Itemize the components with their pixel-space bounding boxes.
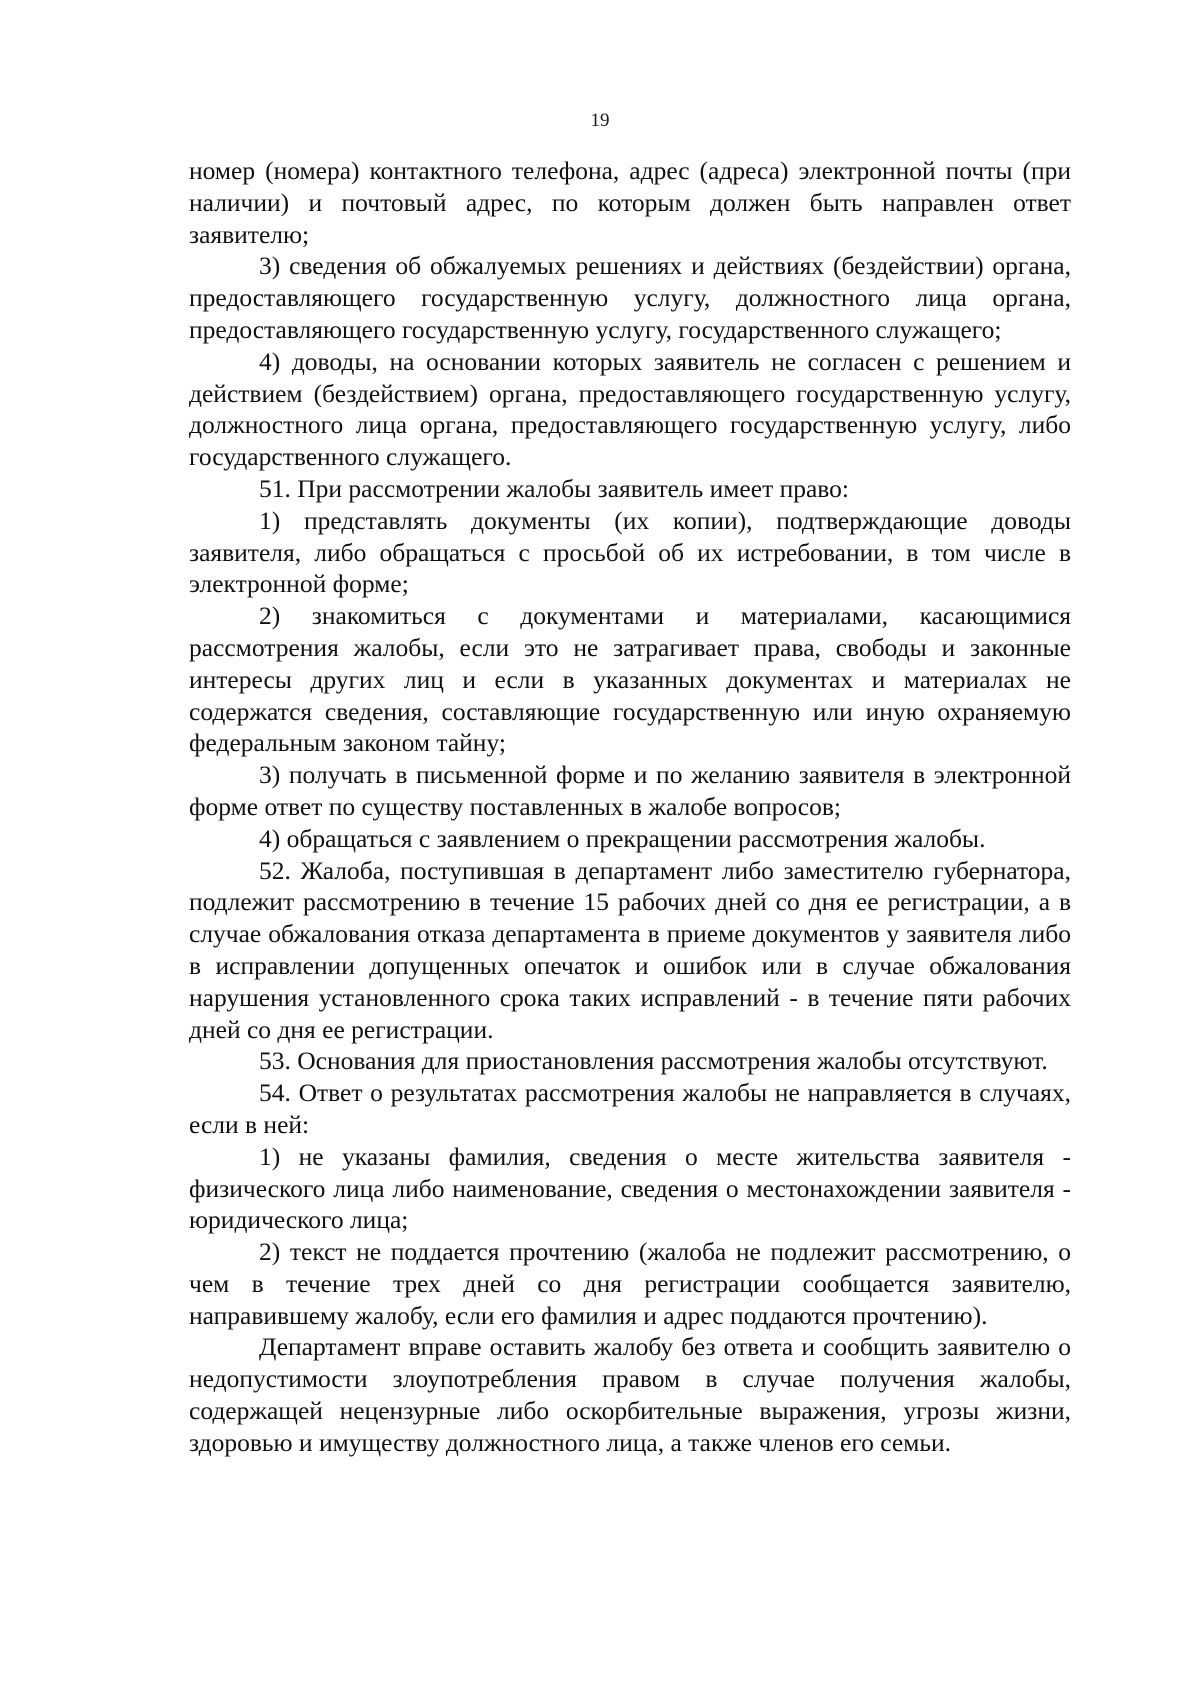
paragraph: 2) текст не поддается прочтению (жалоба не подлежит рассмотрению, о чем в течение трех дней со дня регистрации сообщается заявителю, направившему жалобу, если его фамилия и адрес поддаются прочтению). — [189, 1237, 1071, 1330]
paragraph: 1) представлять документы (их копии), подтверждающие доводы заявителя, либо обращаться с просьбой об их истребовании, в том числе в электронной форме; — [189, 505, 1071, 599]
paragraph: 4) доводы, на основании которых заявитель не согласен с решением и действием (бездействием) органа, предоставляющего государственную услугу, должностного лица органа, предоставляющего государственную услугу, либо государственного служащего. — [189, 346, 1071, 472]
paragraph: 54. Ответ о результатах рассмотрения жалобы не направляется в случаях, если в ней: — [189, 1078, 1071, 1139]
page-number: 19 — [590, 110, 610, 131]
paragraph: 51. При рассмотрении жалобы заявитель имеет право: — [259, 473, 849, 503]
paragraph: номер (номера) контактного телефона, адрес (адреса) электронной почты (при наличии) и почтовый адрес, по которым должен быть направлен ответ заявителю; — [189, 156, 1071, 249]
paragraph: Департамент вправе оставить жалобу без ответа и сообщить заявителю о недопустимости злоупотребления правом в случае получения жалобы, содержащей нецензурные либо оскорбительные выражения, угрозы жизни, здоровью и имуществу должностного лица, а также членов его семьи. — [189, 1332, 1071, 1457]
paragraph: 4) обращаться с заявлением о прекращении рассмотрения жалобы. — [259, 823, 986, 853]
paragraph: 52. Жалоба, поступившая в департамент либо заместителю губернатора, подлежит рассмотрению в течение 15 рабочих дней со дня ее регистрации, а в случае обжалования отказа департамента в приеме документов у заявителя либо в исправлении допущенных опечаток и ошибок или в случае обжалования нарушения установленного срока таких исправлений - в течение пяти рабочих дней со дня ее регистрации. — [189, 855, 1071, 1044]
paragraph: 3) получать в письменной форме и по желанию заявителя в электронной форме ответ по существу поставленных в жалобе вопросов; — [189, 760, 1071, 821]
paragraph: 3) сведения об обжалуемых решениях и действиях (бездействии) органа, предоставляющего государственную услугу, должностного лица органа, предоставляющего государственную услугу, государственного служащего; — [189, 251, 1071, 344]
paragraph: 53. Основания для приостановления рассмотрения жалобы отсутствуют. — [259, 1046, 1048, 1076]
paragraph: 2) знакомиться с документами и материалами, касающимися рассмотрения жалобы, если это не затрагивает права, свободы и законные интересы других лиц и если в указанных документах и материалах не содержатся сведения, составляющие государственную или иную охраняемую федеральным законом тайну; — [189, 601, 1071, 758]
paragraph: 1) не указаны фамилия, сведения о месте жительства заявителя - физического лица либо наименование, сведения о местонахождении заявителя - юридического лица; — [189, 1141, 1071, 1235]
document-body — [189, 155, 1071, 1459]
